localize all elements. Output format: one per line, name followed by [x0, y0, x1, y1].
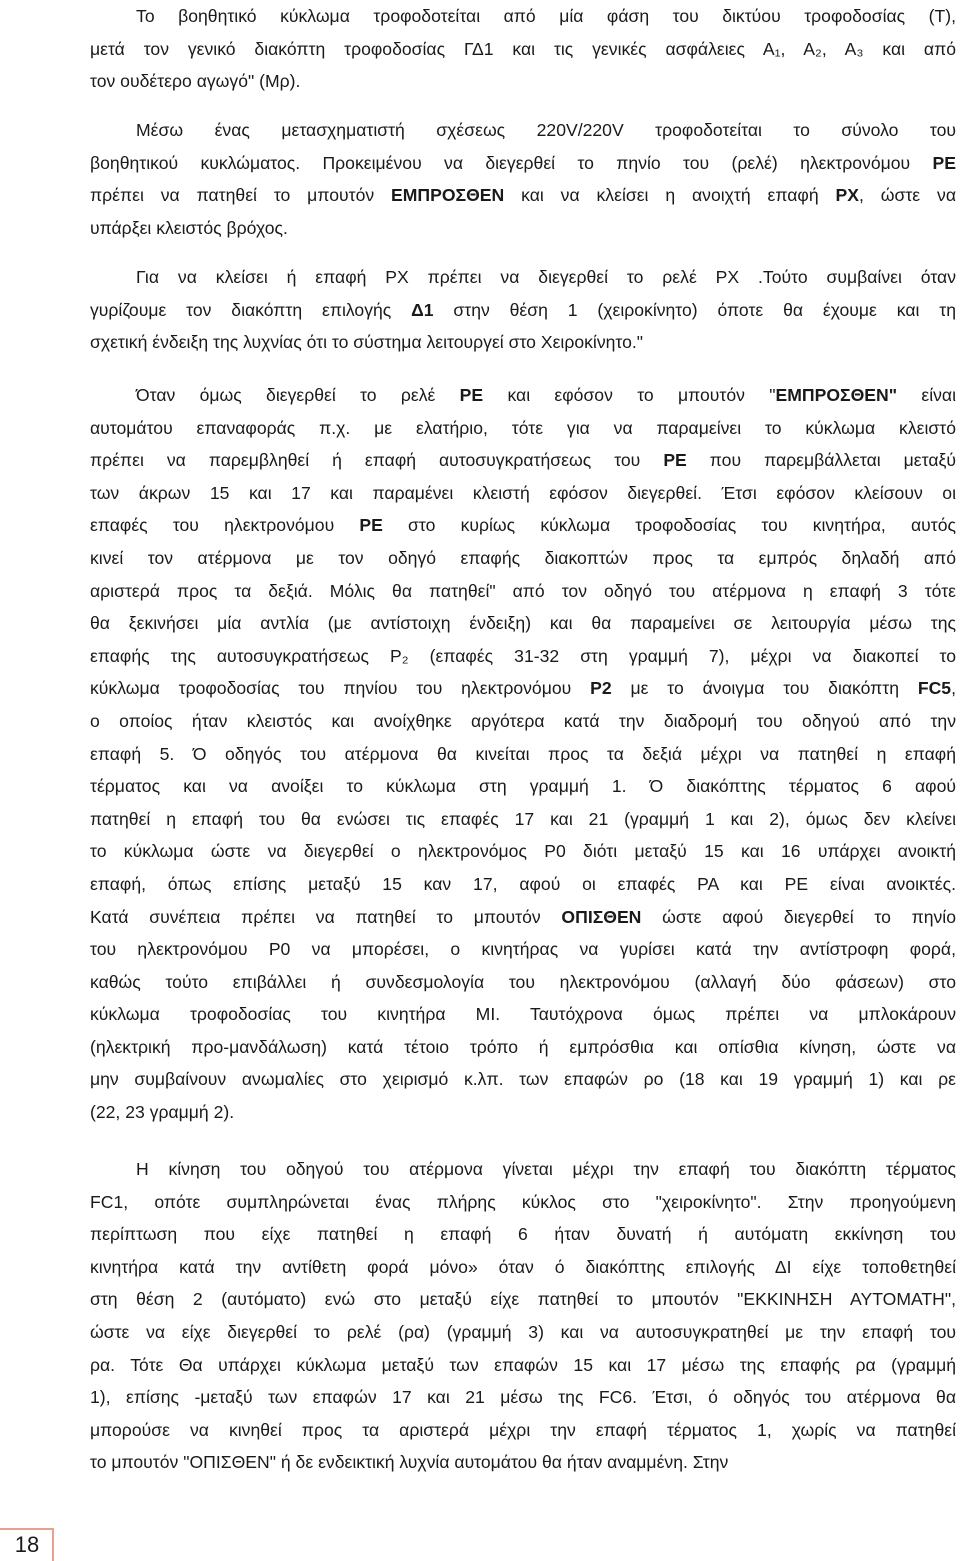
text-run: τον ουδέτερο αγωγό" (Μρ). — [90, 71, 301, 92]
bold-text: ΡΕ — [663, 450, 687, 471]
bold-text: Δ1 — [411, 299, 434, 320]
text-run: κινητήρα κατά την αντίθετη φορά μόνο» όταν ό διακόπτης επιλογής ΔΙ είχε τοποθετηθεί — [90, 1256, 956, 1277]
text-run: πατηθεί η επαφή του θα ενώσει τις επαφές 17 και 21 (γραμμή 1 και 2), όμως δεν κλείνει — [90, 808, 956, 829]
text-line — [90, 33, 956, 66]
text-run: είναι — [897, 385, 956, 405]
text-run: Μέσω ένας μετασχηματιστή σχέσεως 220V/220V τροφοδοτείται το σύνολο του — [136, 120, 956, 140]
text-line — [90, 326, 956, 359]
text-line — [90, 179, 956, 212]
text-line — [90, 379, 956, 412]
text-run: Το βοηθητικό κύκλωμα τροφοδοτείται από μία φάση του δικτύου τροφοδοσίας (Τ), — [136, 6, 956, 26]
text-run: αυτομάτου επαναφοράς π.χ. με ελατήριο, τότε για να παραμείνει το κύκλωμα κλειστό — [90, 417, 956, 438]
text-run: και εφόσον το μπουτόν " — [483, 385, 776, 405]
text-line — [90, 114, 956, 147]
text-run: , — [951, 678, 956, 699]
text-run: καθώς τούτο επιβάλλει ή συνδεσμολογία του ηλεκτρονόμου (αλλαγή δύο φάσεων) στο — [90, 971, 956, 992]
text-run: ρα. Τότε Θα υπάρχει κύκλωμα μεταξύ των επαφών 15 και 17 μέσω της επαφής ρα (γραμμή — [90, 1354, 956, 1375]
bold-text: ΡΕ — [459, 385, 484, 405]
text-run: υπάρξει κλειστός βρόχος. — [90, 217, 288, 238]
text-run: επαφής της αυτοσυγκρατήσεως Ρ₂ (επαφές 31-32 στη γραμμή 7), μέχρι να διακοπεί το — [90, 645, 956, 666]
text-line — [90, 803, 956, 836]
text-run: κύκλωμα τροφοδοσίας του κινητήρα ΜΙ. Ταυτόχρονα όμως πρέπει να μπλοκάρουν — [90, 1004, 956, 1025]
text-run: με το άνοιγμα του διακόπτη — [611, 678, 918, 699]
paragraph — [90, 114, 956, 244]
text-line — [90, 261, 956, 294]
text-line — [90, 1153, 956, 1186]
text-line — [90, 705, 956, 738]
text-line — [90, 147, 956, 180]
paragraph — [90, 0, 956, 98]
text-line — [90, 738, 956, 771]
text-line — [90, 640, 956, 673]
text-line — [90, 1096, 956, 1129]
text-run: ώστε να είχε διεγερθεί το ρελέ (ρα) (γραμμή 3) και να αυτοσυγκρατηθεί με την επαφή του — [90, 1321, 956, 1342]
text-run: Όταν όμως διεγερθεί το ρελέ — [136, 385, 460, 405]
text-line — [90, 1414, 956, 1447]
text-line — [90, 868, 956, 901]
text-line — [90, 1283, 956, 1316]
text-line — [90, 1316, 956, 1349]
text-line — [90, 998, 956, 1031]
text-line — [90, 1063, 956, 1096]
text-run: στο κυρίως κύκλωμα τροφοδοσίας του κινητήρα, αυτός — [382, 515, 956, 536]
text-line — [90, 1349, 956, 1382]
paragraph — [90, 261, 956, 359]
text-line — [90, 1186, 956, 1219]
text-run: 1), επίσης -μεταξύ των επαφών 17 και 21 μέσω της FC6. Έτσι, ό οδηγός του ατέρμονα θα — [90, 1387, 956, 1408]
paragraph — [90, 1153, 956, 1479]
text-run: πρέπει να παρεμβληθεί ή επαφή αυτοσυγκρατήσεως του — [90, 450, 664, 471]
text-line — [90, 835, 956, 868]
text-run: ώστε αφού διεγερθεί το πηνίο — [641, 906, 956, 927]
text-line — [90, 542, 956, 575]
text-line — [90, 1031, 956, 1064]
text-run: το κύκλωμα ώστε να διεγερθεί ο ηλεκτρονόμος Ρ0 διότι μεταξύ 15 και 16 υπάρχει ανοικτή — [90, 841, 956, 862]
text-line — [90, 1381, 956, 1414]
text-line — [90, 509, 956, 542]
text-line — [90, 0, 956, 33]
text-run: τέρματος και να ανοίξει το κύκλωμα στη γραμμή 1. Ό διακόπτης τέρματος 6 αφού — [90, 776, 956, 797]
text-run: θα ξεκινήσει μία αντλία (με αντίστοιχη ένδειξη) και θα παραμείνει σε λειτουργία μέσω της — [90, 613, 956, 634]
text-run: αριστερά προς τα δεξιά. Μόλις θα πατηθεί" από τον οδηγό του ατέρμονα η επαφή 3 τότε — [90, 580, 956, 601]
text-run: FC1, οπότε συμπληρώνεται ένας πλήρης κύκλος στο "χειροκίνητο". Στην προηγούμενη — [90, 1191, 956, 1212]
text-line — [90, 966, 956, 999]
text-line — [90, 1218, 956, 1251]
text-run: στη θέση 2 (αυτόματο) ενώ στο μεταξύ είχε πατηθεί το μπουτόν "ΕΚΚΙΝΗΣΗ ΑΥΤΟΜΑΤΗ", — [90, 1289, 956, 1310]
bold-text: ΡΕ — [932, 152, 956, 173]
text-line — [90, 294, 956, 327]
text-run: Για να κλείσει ή επαφή ΡΧ πρέπει να διεγερθεί το ρελέ ΡΧ .Τούτο συμβαίνει όταν — [136, 267, 956, 287]
text-line — [90, 607, 956, 640]
text-line — [90, 444, 956, 477]
text-run: ο οποίος ήταν κλειστός και ανοίχθηκε αργότερα κατά την διαδρομή του οδηγού από την — [90, 710, 956, 731]
text-run: Κατά συνέπεια πρέπει να πατηθεί το μπουτόν — [90, 906, 562, 927]
text-line — [90, 575, 956, 608]
bold-text: ΡΧ — [835, 185, 859, 206]
text-run: στην θέση 1 (χειροκίνητο) όποτε θα έχουμε και τη — [433, 299, 956, 320]
text-line — [90, 212, 956, 245]
text-run: μην συμβαίνουν ανωμαλίες στο χειρισμό κ.λπ. των επαφών ρο (18 και 19 γραμμή 1) και ρε — [90, 1069, 956, 1090]
text-line — [90, 901, 956, 934]
page-number: 18 — [14, 1532, 40, 1557]
text-run: μπορούσε να κινηθεί προς τα αριστερά μέχρι την επαφή τέρματος 1, χωρίς να πατηθεί — [90, 1419, 956, 1440]
paragraph — [90, 379, 956, 1129]
text-run: , ώστε να — [858, 185, 956, 206]
text-line — [90, 1446, 956, 1479]
text-run: επαφή, όπως επίσης μεταξύ 15 καν 17, αφού οι επαφές ΡΑ και ΡΕ είναι ανοικτές. — [90, 873, 956, 894]
bold-text: ΕΜΠΡΟΣΘΕΝ — [391, 185, 505, 206]
text-run: του ηλεκτρονόμου Ρ0 να μπορέσει, ο κινητήρας να γυρίσει κατά την αντίστροφη φορά, — [90, 939, 956, 960]
bold-text: ΟΠΙΣΘΕΝ — [561, 906, 642, 927]
text-run: και να κλείσει η ανοιχτή επαφή — [504, 185, 836, 206]
bold-text: ΡΕ — [359, 515, 383, 536]
bold-text: FC5 — [917, 678, 952, 699]
text-run: βοηθητικού κυκλώματος. Προκειμένου να διεγερθεί το πηνίο του (ρελέ) ηλεκτρονόμου — [90, 152, 933, 173]
text-line — [90, 477, 956, 510]
text-run: των άκρων 15 και 17 και παραμένει κλειστή εφόσον διεγερθεί. Έτσι εφόσον κλείσουν οι — [90, 482, 956, 503]
text-run: (ηλεκτρική προ-μανδάλωση) κατά τέτοιο τρόπο ή εμπρόσθια και οπίσθια κίνηση, ώστε να — [90, 1036, 956, 1057]
text-run: κινεί τον ατέρμονα με τον οδηγό επαφής διακοπτών προς τα εμπρός δηλαδή από — [90, 547, 956, 568]
text-line — [90, 65, 956, 98]
text-line — [90, 1251, 956, 1284]
text-run: επαφές του ηλεκτρονόμου — [90, 515, 360, 536]
text-line — [90, 933, 956, 966]
text-line — [90, 412, 956, 445]
text-run: το μπουτόν "ΟΠΙΣΘΕΝ" ή δε ενδεικτική λυχνία αυτομάτου θα ήταν αναμμένη. Στην — [90, 1452, 729, 1473]
bold-text: Ρ2 — [590, 678, 612, 699]
text-run: Η κίνηση του οδηγού του ατέρμονα γίνεται μέχρι την επαφή του διακόπτη τέρματος — [136, 1159, 956, 1179]
text-run: που παρεμβάλλεται μεταξύ — [686, 450, 956, 471]
text-line — [90, 770, 956, 803]
text-run: σχετική ένδειξη της λυχνίας ότι το σύστημα λειτουργεί στο Χειροκίνητο." — [90, 332, 644, 353]
text-run: μετά τον γενικό διακόπτη τροφοδοσίας ΓΔ1 και τις γενικές ασφάλειες Α₁, Α₂, Α₃ και από — [90, 38, 956, 59]
text-line — [90, 672, 956, 705]
text-run: πρέπει να πατηθεί το μπουτόν — [90, 185, 392, 206]
text-run: κύκλωμα τροφοδοσίας του πηνίου του ηλεκτρονόμου — [90, 678, 591, 699]
text-run: γυρίζουμε τον διακόπτη επιλογής — [90, 299, 412, 320]
text-run: (22, 23 γραμμή 2). — [90, 1102, 235, 1123]
text-run: περίπτωση που είχε πατηθεί η επαφή 6 ήταν δυνατή ή αυτόματη εκκίνηση του — [90, 1224, 956, 1245]
bold-text: ΕΜΠΡΟΣΘΕΝ" — [775, 385, 898, 405]
text-run: επαφή 5. Ό οδηγός του ατέρμονα θα κινείται προς τα δεξιά μέχρι να πατηθεί η επαφή — [90, 743, 956, 764]
